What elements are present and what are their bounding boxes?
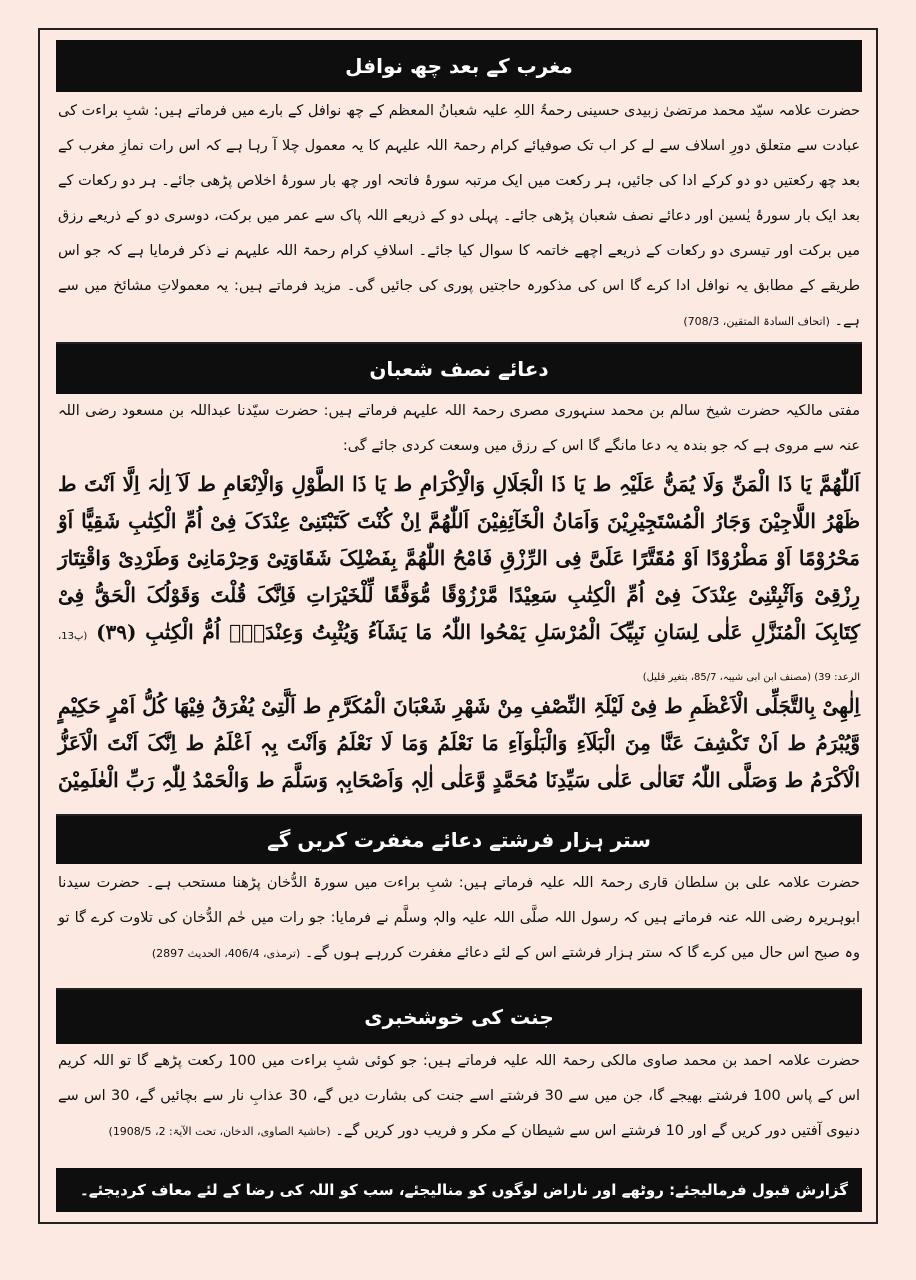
body-text: حضرت علامہ سیّد محمد مرتضیٰ زبیدی حسینی رحمۃُ اللہِ علیہ شعبانُ المعظم کے چھ نوافل کے بارے میں فرماتے ہیں: شبِ براءت کی عبادت سے متعلق دورِ اسلاف سے لے کر اب تک صوفیائے کرام رحمۃ اللہ علیہم کا یہ معمول چلا آ رہا ہے کہ اس رات نمازِ مغرب کے بعد چھ رکعتیں دو دو کرکے ادا کی جائیں، ہر رکعت میں ایک مرتبہ سورۂ فاتحہ اور چھ بار سورۂ اخلاص پڑھی جائے۔ ہر دو رکعات کے بعد ایک بار سورۂ یٰسین اور دعائے نصف شعبان پڑھی جائے۔ پہلی دو کے ذریعے اللہ پاک سے عمر میں برکت، دوسری دو کے ذریعے رزق میں برکت اور تیسری دو رکعات کے ذریعے اچھے خاتمہ کا سوال کیا جائے۔ اسلافِ کرام رحمۃ اللہ علیہم نے ذکر فرمایا ہے کہ جو اس طریقے کے مطابق یہ نوافل ادا کرے گا اس کی مذکورہ حاجتیں پوری کی جائیں گی۔ مزید فرماتے ہیں: یہ معمولاتِ مشائخ میں سے ہے۔: [58, 103, 860, 329]
citation: (حاشیۃ الصاوی، الدخان، تحت الآیۃ: 2، 1908/5): [108, 1125, 331, 1138]
footer-request-banner: گزارش قبول فرمالیجئے: روٹھے اور ناراض لوگوں کو منالیجئے، سب کو اللہ کی رضا کے لئے معاف کردیجئے۔: [56, 1168, 862, 1212]
arabic-text: اِلٰھِیْ بِالتَّجَلِّی الْاَعْظَمِ ط فِیْ لَیْلَۃِ النِّصْفِ مِنْ شَھْرِ شَعْبَانَ الْمُکَرَّمِ ط اَلَّتِیْ یُفْرَقُ فِیْھَا کُلُّ اَمْرٍ حَکِیْمٍ وَّیُبْرَمُ ط اَنْ تَکْشِفَ عَنَّا مِنَ الْبَلَآءِ وَالْبَلْوَآءِ مَا نَعْلَمُ وَمَا لَا نَعْلَمُ وَاَنْتَ بِہٖ اَعْلَمُ ط اِنَّکَ اَنْتَ الْاَعَزُّ الْاَکْرَمُ ط وَصَلَّی اللّٰہُ تَعَالٰی عَلٰی سَیِّدِنَا مُحَمَّدٍ وَّعَلٰی اٰلِہٖ وَاَصْحَابِہٖ وَسَلَّمَ ط وَالْحَمْدُ لِلّٰہِ رَبِّ الْعٰلَمِیْنَ: [58, 694, 860, 792]
arabic-text: اَللّٰھُمَّ یَا ذَا الْمَنِّ وَلَا یُمَنُّ عَلَیْہِ ط یَا ذَا الْجَلَالِ وَالْاِکْرَامِ ط یَا ذَا الطَّوْلِ وَالْاِنْعَامِ ط لَآ اِلٰہَ اِلَّا اَنْتَ ط ظَھْرُ اللَّاجِیْنَ وَجَارُ الْمُسْتَجِیْرِیْنَ وَاَمَانُ الْخَآئِفِیْنَ اَللّٰھُمَّ اِنْ کُنْتَ کَتَبْتَنِیْ عِنْدَکَ فِیْ اُمِّ الْکِتٰبِ شَقِیًّا اَوْ مَحْرُوْمًا اَوْ مَطْرُوْدًا اَوْ مُقَتَّرًا عَلَیَّ فِی الرِّزْقِ فَامْحُ اللّٰھُمَّ بِفَضْلِکَ شَقَاوَتِیْ وَحِرْمَانِیْ وَطَرْدِیْ وَاقْتِتَارَ رِزْقِیْ وَاَثْبِتْنِیْ عِنْدَکَ فِیْ اُمِّ الْکِتٰبِ سَعِیْدًا مَّرْزُوْقًا مُّوَفَّقًا لِّلْخَیْرَاتِ فَاِنَّکَ قُلْتَ وَقَوْلُکَ الْحَقُّ فِیْ کِتَابِکَ الْمُنَزَّلِ عَلٰی لِسَانِ نَبِیِّکَ الْمُرْسَلِ یَمْحُوا اللّٰہُ مَا یَشَآءُ وَیُثْبِتُ وَعِنْدَہٗٓ اُمُّ الْکِتٰبِ (۳۹): [58, 472, 860, 644]
arabic-dua-part-2: [58, 688, 860, 810]
section-title-maghrib-nawafil: مغرب کے بعد چھ نوافل: [56, 40, 862, 92]
citation: (ترمذی، 406/4، الحدیث 2897): [151, 947, 301, 960]
section-body-seventy-thousand-angels: [58, 866, 860, 984]
section-title-jannat-ki-khushkhabri: جنت کی خوشخبری: [56, 988, 862, 1044]
section-title-seventy-thousand-angels: ستر ہزار فرشتے دعائے مغفرت کریں گے: [56, 814, 862, 864]
body-text: حضرت علامہ علی بن سلطان قاری رحمۃ اللہ علیہ فرماتے ہیں: شبِ براءت میں سورۃ الدُّخان پڑھنا مستحب ہے۔ حضرت سیدنا ابوہریرہ رضی اللہ عنہ فرماتے ہیں کہ رسول اللہ صلَّی اللہ علیہ والہٖ وسلَّم نے فرمایا: جو رات میں حٰم الدُّخان کی تلاوت کرے گا تو وہ صبح اس حال میں کرے گا کہ ستر ہزار فرشتے اس کے لئے دعائے مغفرت کررہے ہوں گے۔: [58, 875, 860, 961]
body-text: حضرت علامہ احمد بن محمد صاوی مالکی رحمۃ اللہ علیہ فرماتے ہیں: جو کوئی شبِ براءت میں 100 رکعت پڑھے گا تو اللہ کریم اس کے پاس 100 فرشتے بھیجے گا، جن میں سے 30 فرشتے اسے جنت کی بشارت دیں گے، 30 عذابِ نار سے بچائیں گے، 30 اس سے دنیوی آفتیں دور کریں گے اور 10 فرشتے اس سے شیطان کے مکر و فریب دور کریں گے۔: [58, 1053, 861, 1139]
section-body-maghrib-nawafil: [58, 94, 860, 340]
page-frame: [38, 28, 878, 1224]
citation: (اتحاف السادۃ المتقین، 708/3): [683, 315, 830, 328]
arabic-dua-part-1: [58, 466, 860, 688]
section-intro-dua: مفتی مالکیہ حضرت شیخ سالم بن محمد سنہوری مصری رحمۃ اللہ علیہم فرماتے ہیں: حضرت سیّدنا عبداللہ بن مسعود رضی اللہ عنہ سے مروی ہے کہ جو بندہ یہ دعا مانگے گا اس کے رزق میں وسعت کردی جائے گی:: [58, 403, 860, 454]
citation: (پ13، الرعد: 39) (مصنف ابن ابی شیبہ، 85/7، بتغیر قلیل): [58, 631, 860, 683]
section-title-dua-nisf-shaban: دعائے نصف شعبان: [56, 342, 862, 394]
section-body-jannat-ki-khushkhabri: [58, 1044, 860, 1162]
